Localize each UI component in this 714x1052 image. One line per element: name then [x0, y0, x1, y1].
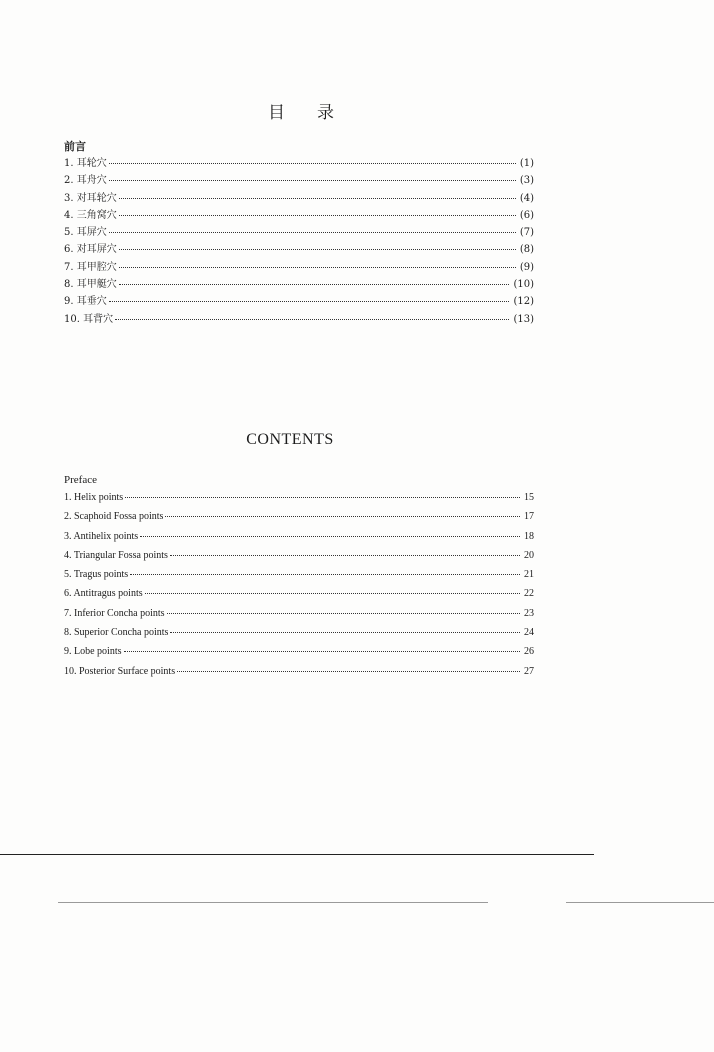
toc-entry-page: 20 — [524, 549, 534, 561]
toc-entry-label: 1. 耳轮穴 — [64, 158, 107, 169]
toc-entry — [64, 172, 534, 189]
dot-leader — [167, 612, 520, 614]
dot-leader — [109, 231, 516, 233]
dot-leader — [119, 283, 510, 285]
toc-english — [64, 472, 534, 681]
toc-chinese — [64, 139, 534, 328]
toc-entry-page: 22 — [524, 588, 534, 600]
toc-entry-page: 15 — [524, 492, 534, 503]
toc-entry-label: 8. Superior Concha points — [64, 627, 169, 639]
toc-entry — [64, 527, 534, 546]
dot-leader — [119, 197, 516, 199]
toc-entry-label: 9. Lobe points — [64, 646, 122, 658]
toc-entry — [64, 293, 534, 310]
toc-entry-page: (4) — [519, 192, 534, 204]
divider-line — [566, 902, 714, 903]
toc-entry — [64, 488, 534, 507]
toc-entry-page: (10) — [513, 279, 534, 291]
toc-entry-label: 5. 耳屏穴 — [64, 227, 107, 239]
toc-entry — [64, 207, 534, 224]
dot-leader — [109, 162, 516, 164]
title-char: 目 — [268, 103, 287, 123]
toc-entry — [64, 584, 534, 603]
toc-entry-label: 2. 耳舟穴 — [64, 175, 107, 187]
dot-leader — [109, 300, 510, 302]
toc-entry — [64, 507, 534, 526]
page-title-chinese — [0, 98, 604, 123]
toc-entry-label: 10. 耳背穴 — [64, 313, 114, 325]
toc-entry-label: 3. 对耳轮穴 — [64, 192, 117, 204]
toc-entry — [64, 190, 534, 207]
divider-line — [58, 902, 488, 903]
dot-leader — [119, 266, 516, 268]
toc-entry — [64, 259, 534, 276]
toc-entry-page: (12) — [513, 296, 534, 308]
toc-entry — [64, 604, 534, 623]
dot-leader — [177, 670, 520, 672]
toc-entry-page: (13) — [513, 313, 534, 325]
dot-leader — [165, 515, 520, 517]
dot-leader — [109, 179, 516, 181]
dot-leader — [119, 248, 516, 250]
toc-entry-page: 21 — [524, 569, 534, 581]
toc-entry-page: (9) — [519, 261, 534, 273]
toc-entry-page: (7) — [519, 227, 534, 239]
toc-entry-page: 24 — [524, 627, 534, 639]
toc-entry-label: 7. 耳甲腔穴 — [64, 261, 117, 273]
toc-entry-label: 9. 耳垂穴 — [64, 296, 107, 308]
toc-entry — [64, 565, 534, 584]
toc-entry-label: 2. Scaphoid Fossa points — [64, 511, 164, 523]
toc-entry — [64, 276, 534, 293]
dot-leader — [115, 318, 509, 320]
toc-entry — [64, 241, 534, 258]
toc-entry — [64, 224, 534, 241]
toc-entry — [64, 155, 534, 172]
toc-entry — [64, 642, 534, 661]
dot-leader — [124, 650, 521, 652]
dot-leader — [119, 214, 516, 216]
toc-entry-label: 3. Antihelix points — [64, 530, 139, 542]
toc-entry-page: 23 — [524, 607, 534, 619]
toc-entry — [64, 623, 534, 642]
toc-entry-page: (6) — [519, 209, 534, 221]
toc-heading: Preface — [64, 474, 97, 486]
toc-entry-page: 26 — [524, 646, 534, 658]
toc-entry-label: 4. Triangular Fossa points — [64, 549, 168, 561]
page-title-english: CONTENTS — [246, 431, 334, 448]
toc-entry-label: 8. 耳甲艇穴 — [64, 279, 117, 291]
toc-entry — [64, 662, 534, 681]
toc-entry-page: (1) — [519, 158, 534, 169]
dot-leader — [145, 592, 520, 594]
toc-entry-page: 17 — [524, 511, 534, 523]
toc-entry-label: 5. Tragus points — [64, 569, 129, 581]
toc-entry — [64, 311, 534, 328]
toc-entry-page: 18 — [524, 530, 534, 542]
dot-leader — [130, 573, 520, 575]
toc-entry-page: 27 — [524, 665, 534, 677]
toc-heading: 前言 — [64, 140, 86, 153]
divider-line — [0, 854, 594, 855]
toc-entry-label: 6. 对耳屏穴 — [64, 244, 117, 256]
toc-entry-label: 10. Posterior Surface points — [64, 665, 176, 677]
toc-entry-label: 6. Antitragus points — [64, 588, 143, 600]
dot-leader — [170, 631, 520, 633]
toc-entry-page: (8) — [519, 244, 534, 256]
dot-leader — [170, 554, 520, 556]
toc-entry-label: 1. Helix points — [64, 492, 124, 503]
title-char: 录 — [317, 103, 336, 123]
toc-entry-label: 4. 三角窝穴 — [64, 209, 117, 221]
toc-entry-label: 7. Inferior Concha points — [64, 607, 165, 619]
dot-leader — [140, 535, 520, 537]
dot-leader — [125, 496, 520, 498]
toc-entry-page: (3) — [519, 175, 534, 187]
toc-entry — [64, 546, 534, 565]
